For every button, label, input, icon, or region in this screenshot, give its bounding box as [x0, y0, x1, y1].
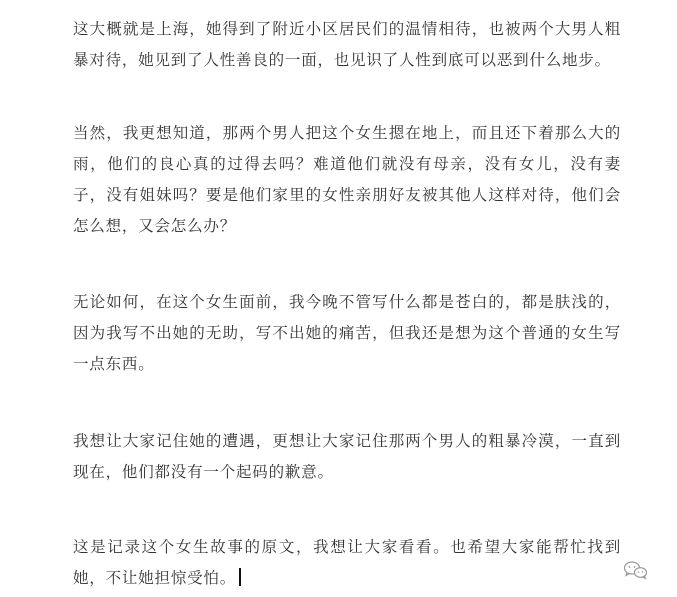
paragraph-4: 我想让大家记住她的遭遇，更想让大家记住那两个男人的粗暴冷漠，一直到现在，他们都没有一个起码的歉意。	[73, 432, 621, 481]
paragraph-1: 这大概就是上海，她得到了附近小区居民们的温情相待，也被两个大男人粗暴对待，她见到了人性善良的一面，也见识了人性到底可以恶到什么地步。	[73, 20, 621, 69]
paragraph-5[interactable]	[73, 532, 621, 594]
paragraph-3: 无论如何，在这个女生面前，我今晚不管写什么都是苍白的，都是肤浅的，因为我写不出她的无助，写不出她的痛苦，但我还是想为这个普通的女生写一点东西。	[73, 293, 621, 373]
wechat-logo-icon	[622, 560, 650, 580]
text-cursor-icon	[239, 568, 241, 586]
paragraph-2: 当然，我更想知道，那两个男人把这个女生摁在地上，而且还下着那么大的雨，他们的良心真的过得去吗？难道他们就没有母亲，没有女儿，没有妻子，没有姐妹吗？要是他们家里的女性亲朋好友被其他人这样对待，他们会怎么想，又会怎么办？	[73, 124, 621, 235]
paragraph-5-text: 这是记录这个女生故事的原文，我想让大家看看。也希望大家能帮忙找到她，不让她担惊受怕。	[73, 538, 621, 587]
